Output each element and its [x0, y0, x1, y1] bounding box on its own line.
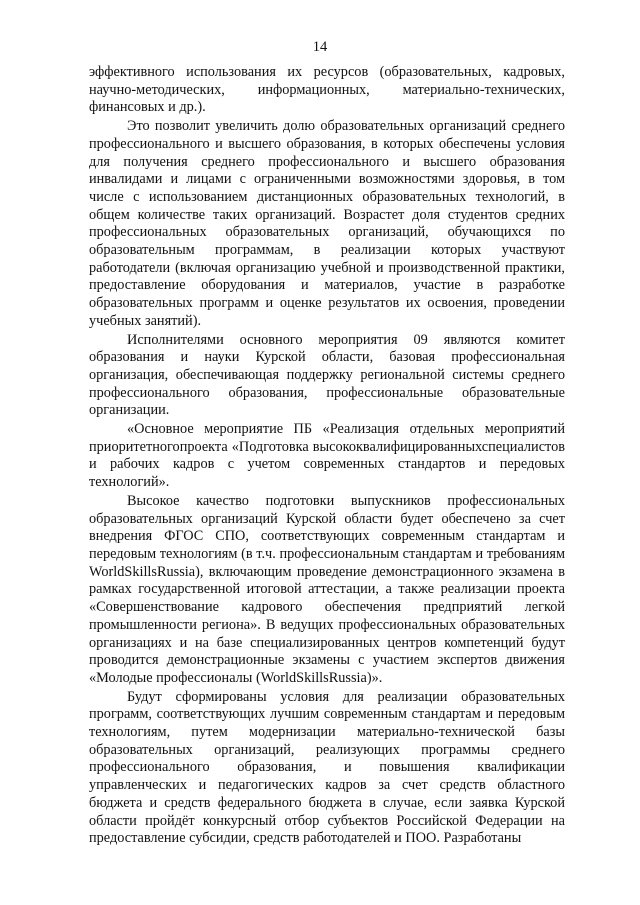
paragraph-executors: Исполнителями основного мероприятия 09 являются комитет образования и науки Курской области, базовая профессиональная организация, обеспечивающая поддержку региональной системы среднего профессионального образования, профессиональные образовательные организации.	[89, 331, 565, 419]
paragraph-training-quality: Высокое качество подготовки выпускников профессиональных образовательных организаций Курской области будет обеспечено за счет внедрения ФГОС СПО, соответствующих современным стандартам и передовым технологиям (в т.ч. профессиональным стандартам и требованиям WorldSkillsRussia), включающим проведение демонстрационного экзамена в рамках государственной итоговой аттестации, а также реализации проекта «Совершенствование кадрового обеспечения предприятий легкой промышленности региона». В ведущих профессиональных образовательных организациях и на базе специализированных центров компетенций будут проводится демонстрационные экзамены с участием экспертов движения «Молодые профессионалы (WorldSkillsRussia)».	[89, 492, 565, 686]
document-body	[89, 64, 565, 848]
page-number: 14	[312, 39, 328, 55]
paragraph-continuation: эффективного использования их ресурсов (образовательных, кадровых, научно-методических, информационных, материально-технических, финансовых и др.).	[89, 64, 565, 116]
paragraph-accessibility-goals: Это позволит увеличить долю образовательных организаций среднего профессионального и высшего образования, в которых обеспечены условия для получения среднего профессионального и высшего образования инвалидами и лицами с ограниченными возможностями здоровья, в том числе с использованием дистанционных образовательных технологий, в общем количестве таких организаций. Возрастет доля студентов средних профессиональных образовательных организаций, обучающихся по образовательным программам, в реализации которых участвуют работодатели (включая организацию учебной и производственной практики, предоставление оборудования и материалов, участие в разработке образовательных программ и оценке результатов их освоения, проведении учебных занятий).	[89, 118, 565, 329]
paragraph-main-activity-pb: «Основное мероприятие ПБ «Реализация отдельных мероприятий приоритетногопроекта «Подготовка высококвалифицированныхспециалистов и рабочих кадров с учетом современных стандартов и передовых технологий».	[89, 421, 565, 491]
paragraph-conditions: Будут сформированы условия для реализации образовательных программ, соответствующих лучшим современным стандартам и передовым технологиям, путем модернизации материально-технической базы образовательных организаций, реализующих программы среднего профессионального образования, и повышения квалификации управленческих и педагогических кадров за счет средств областного бюджета и средств федерального бюджета в случае, если заявка Курской области пройдёт конкурсный отбор субъектов Российской Федерации на предоставление субсидии, средств работодателей и ПОО. Разработаны	[89, 688, 565, 847]
